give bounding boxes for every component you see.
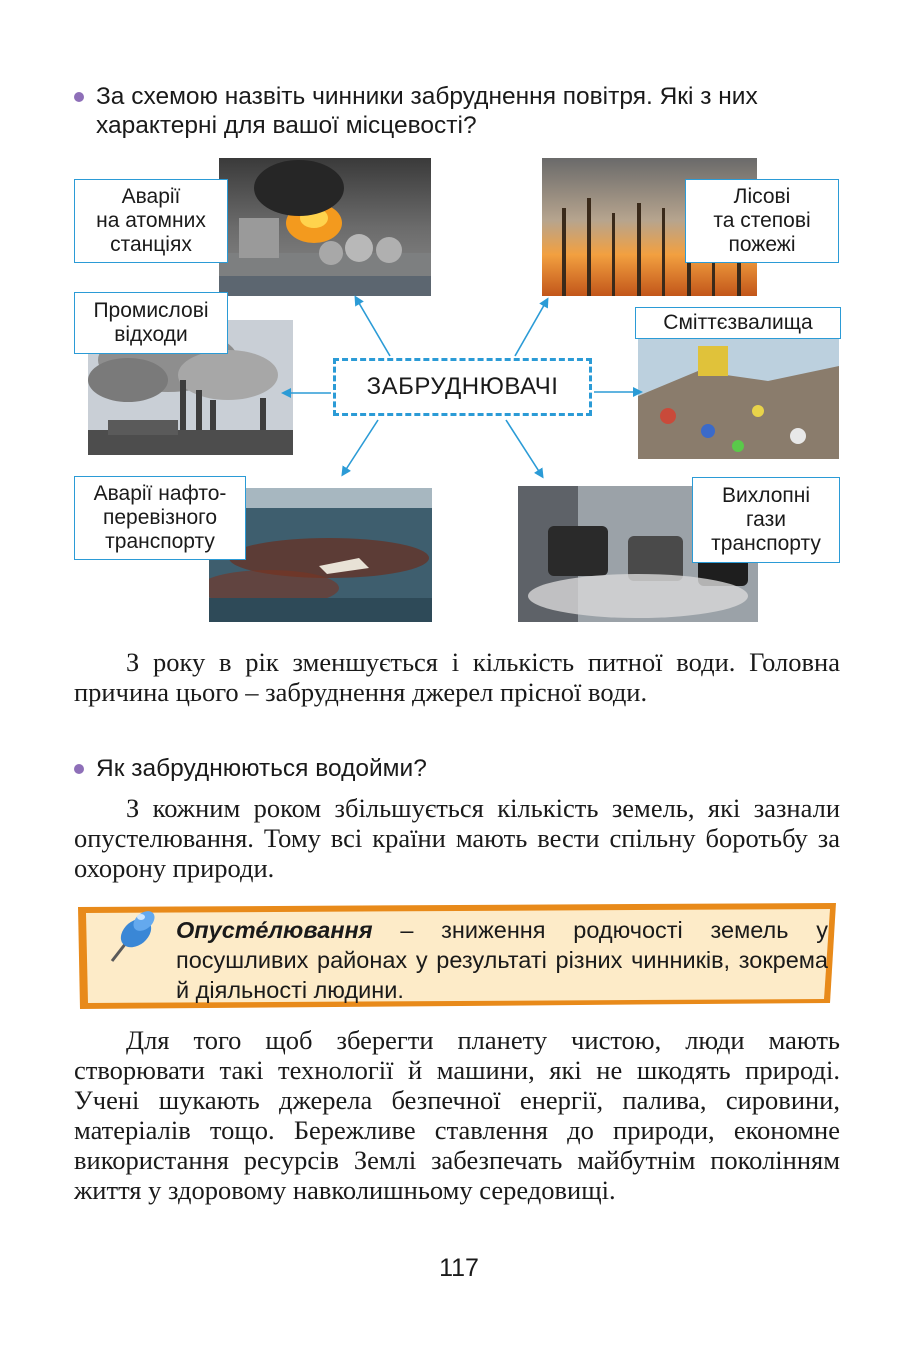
definition-term: Опусте́лювання bbox=[176, 917, 373, 943]
paragraph-text: Для того щоб зберегти планету чистою, люди мають створювати такі технології й машини, які не шкодять природі. Учені шукають джерела безпечної енергії, палива, сировини, матеріалів тощо. Бережливе ставлення до природи, економне використання ресурсів Землі забезпечать майбутнім поколінням життя у здоровому навколишньому середовищі. bbox=[74, 1025, 840, 1205]
question-text: Як забруднюються водойми? bbox=[96, 755, 427, 782]
photo-landfill bbox=[638, 336, 839, 459]
label-industrial-waste: Промислові відходи bbox=[74, 292, 228, 354]
pushpin-icon bbox=[96, 903, 166, 973]
paragraph-text: З року в рік зменшується і кількість питної води. Головна причина цього – забруднення джерел прісної води. bbox=[74, 647, 840, 707]
paragraph-clean-planet bbox=[74, 1025, 840, 1205]
question-text: За схемою назвіть чинники забруднення повітря. Які з них характерні для вашої місцевості? bbox=[96, 83, 758, 139]
arrow-to-fires bbox=[515, 300, 547, 356]
definition-body: – зниження родючості земель у посушливих районах у результаті різних чинників, зокрема й діяльності людини. bbox=[176, 917, 828, 1003]
paragraph-drinking-water bbox=[74, 647, 840, 707]
bullet-dot bbox=[74, 92, 84, 102]
label-nuclear-accidents: Аварії на атомних станціях bbox=[74, 179, 228, 263]
diagram-center-pollutants: ЗАБРУДНЮВАЧІ bbox=[333, 358, 592, 416]
definition-text bbox=[176, 915, 828, 1005]
question-air-pollution bbox=[74, 82, 846, 140]
arrow-to-nuclear bbox=[356, 298, 390, 356]
paragraph-desertification bbox=[74, 793, 840, 883]
label-landfills: Сміттєзвалища bbox=[635, 307, 841, 339]
photo-nuclear-accident bbox=[219, 158, 431, 296]
arrow-to-exhaust bbox=[506, 420, 542, 476]
label-vehicle-exhaust: Вихлопні гази транспорту bbox=[692, 477, 840, 563]
definition-box bbox=[78, 903, 836, 1011]
page-number: 117 bbox=[439, 1254, 479, 1282]
question-water-pollution bbox=[74, 754, 846, 783]
arrow-to-oil bbox=[343, 420, 378, 474]
label-forest-fires: Лісові та степові пожежі bbox=[685, 179, 839, 263]
paragraph-text: З кожним роком збільшується кількість земель, які зазнали опустелювання. Тому всі країни мають вести спільну боротьбу за охорону природи. bbox=[74, 793, 840, 883]
label-oil-transport-accidents: Аварії нафто- перевізного транспорту bbox=[74, 476, 246, 560]
bullet-dot bbox=[74, 764, 84, 774]
